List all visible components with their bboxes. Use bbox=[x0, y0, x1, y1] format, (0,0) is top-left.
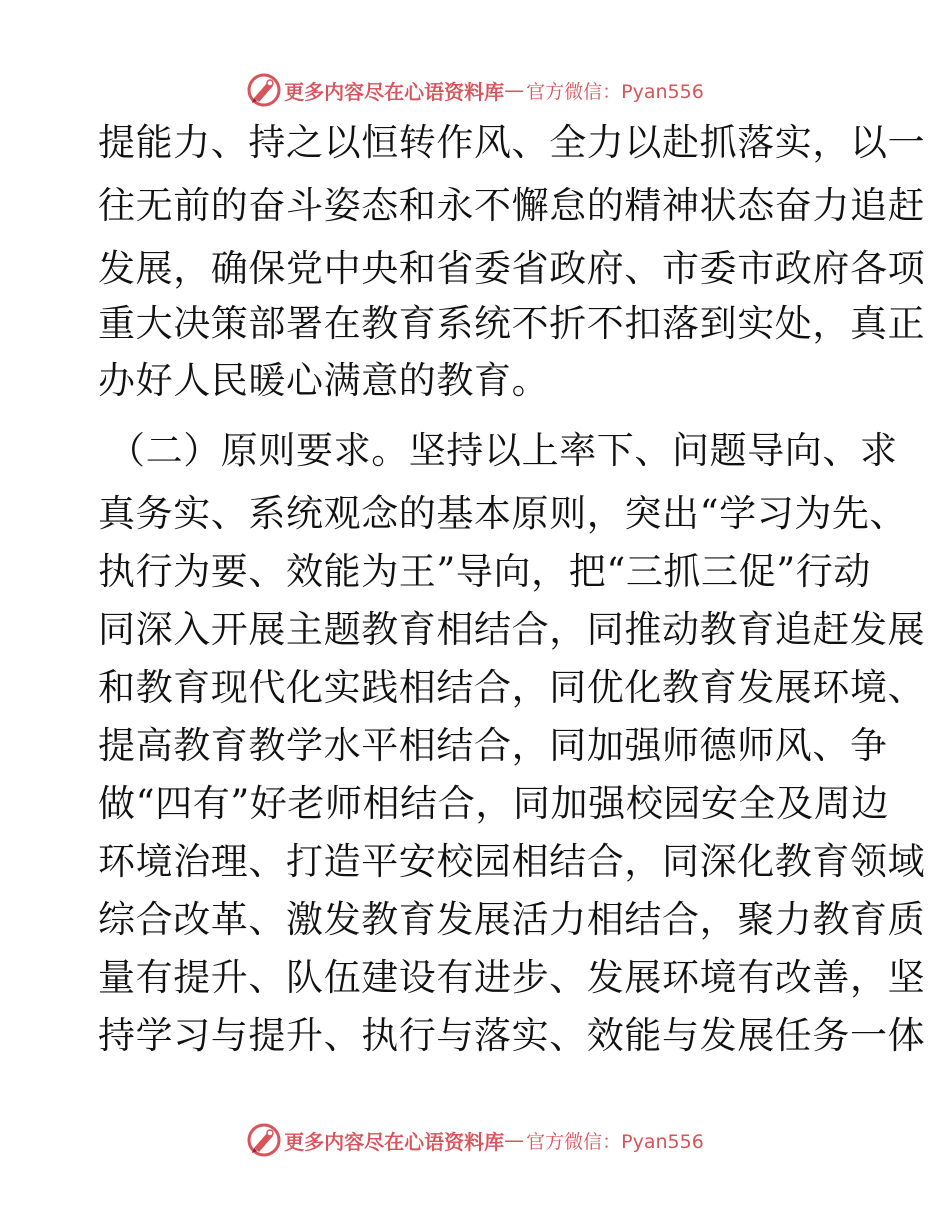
text-line: 执行为要、效能为王”导向，把“三抓三促”行动 bbox=[98, 550, 871, 593]
text-line: 提能力、持之以恒转作风、全力以赴抓落实，以一 bbox=[98, 121, 926, 164]
text-line: 发展，确保党中央和省委省政府、市委市政府各项 bbox=[98, 247, 926, 290]
text-line: 真务实、系统观念的基本原则，突出“学习为先、 bbox=[98, 492, 908, 535]
text-line: 持学习与提升、执行与落实、效能与发展任务一体 bbox=[98, 1014, 926, 1057]
section-heading-line: （二）原则要求。坚持以上率下、问题导向、求 bbox=[108, 429, 898, 472]
text-line: 量有提升、队伍建设有进步、发展环境有改善，坚 bbox=[98, 956, 926, 999]
footer-banner-text: 更多内容尽在心语资料库 bbox=[284, 1129, 505, 1154]
footer-separator: — bbox=[504, 1128, 525, 1152]
pen-logo-icon bbox=[246, 1122, 282, 1158]
footer-banner bbox=[0, 1120, 950, 1160]
text-line: 重大决策部署在教育系统不折不扣落到实处，真正 bbox=[98, 302, 926, 345]
text-line: 提高教育教学水平相结合，同加强师德师风、争 bbox=[98, 724, 888, 767]
text-line: 往无前的奋斗姿态和永不懈怠的精神状态奋力追赶 bbox=[98, 184, 926, 227]
text-line: 办好人民暖心满意的教育。 bbox=[98, 359, 550, 402]
text-line: 做“四有”好老师相结合，同加强校园安全及周边 bbox=[98, 782, 890, 825]
header-separator: — bbox=[504, 78, 525, 102]
header-banner bbox=[0, 70, 950, 110]
header-banner-text: 更多内容尽在心语资料库 bbox=[284, 79, 505, 104]
text-line: 同深入开展主题教育相结合，同推动教育追赶发展 bbox=[98, 608, 926, 651]
pen-logo-icon bbox=[246, 72, 282, 108]
header-contact: 官方微信：Pyan556 bbox=[526, 80, 704, 103]
text-line: 和教育现代化实践相结合，同优化教育发展环境、 bbox=[98, 666, 926, 709]
text-line: 环境治理、打造平安校园相结合，同深化教育领域 bbox=[98, 840, 926, 883]
footer-contact: 官方微信：Pyan556 bbox=[526, 1130, 704, 1153]
text-line: 综合改革、激发教育发展活力相结合，聚力教育质 bbox=[98, 898, 926, 941]
